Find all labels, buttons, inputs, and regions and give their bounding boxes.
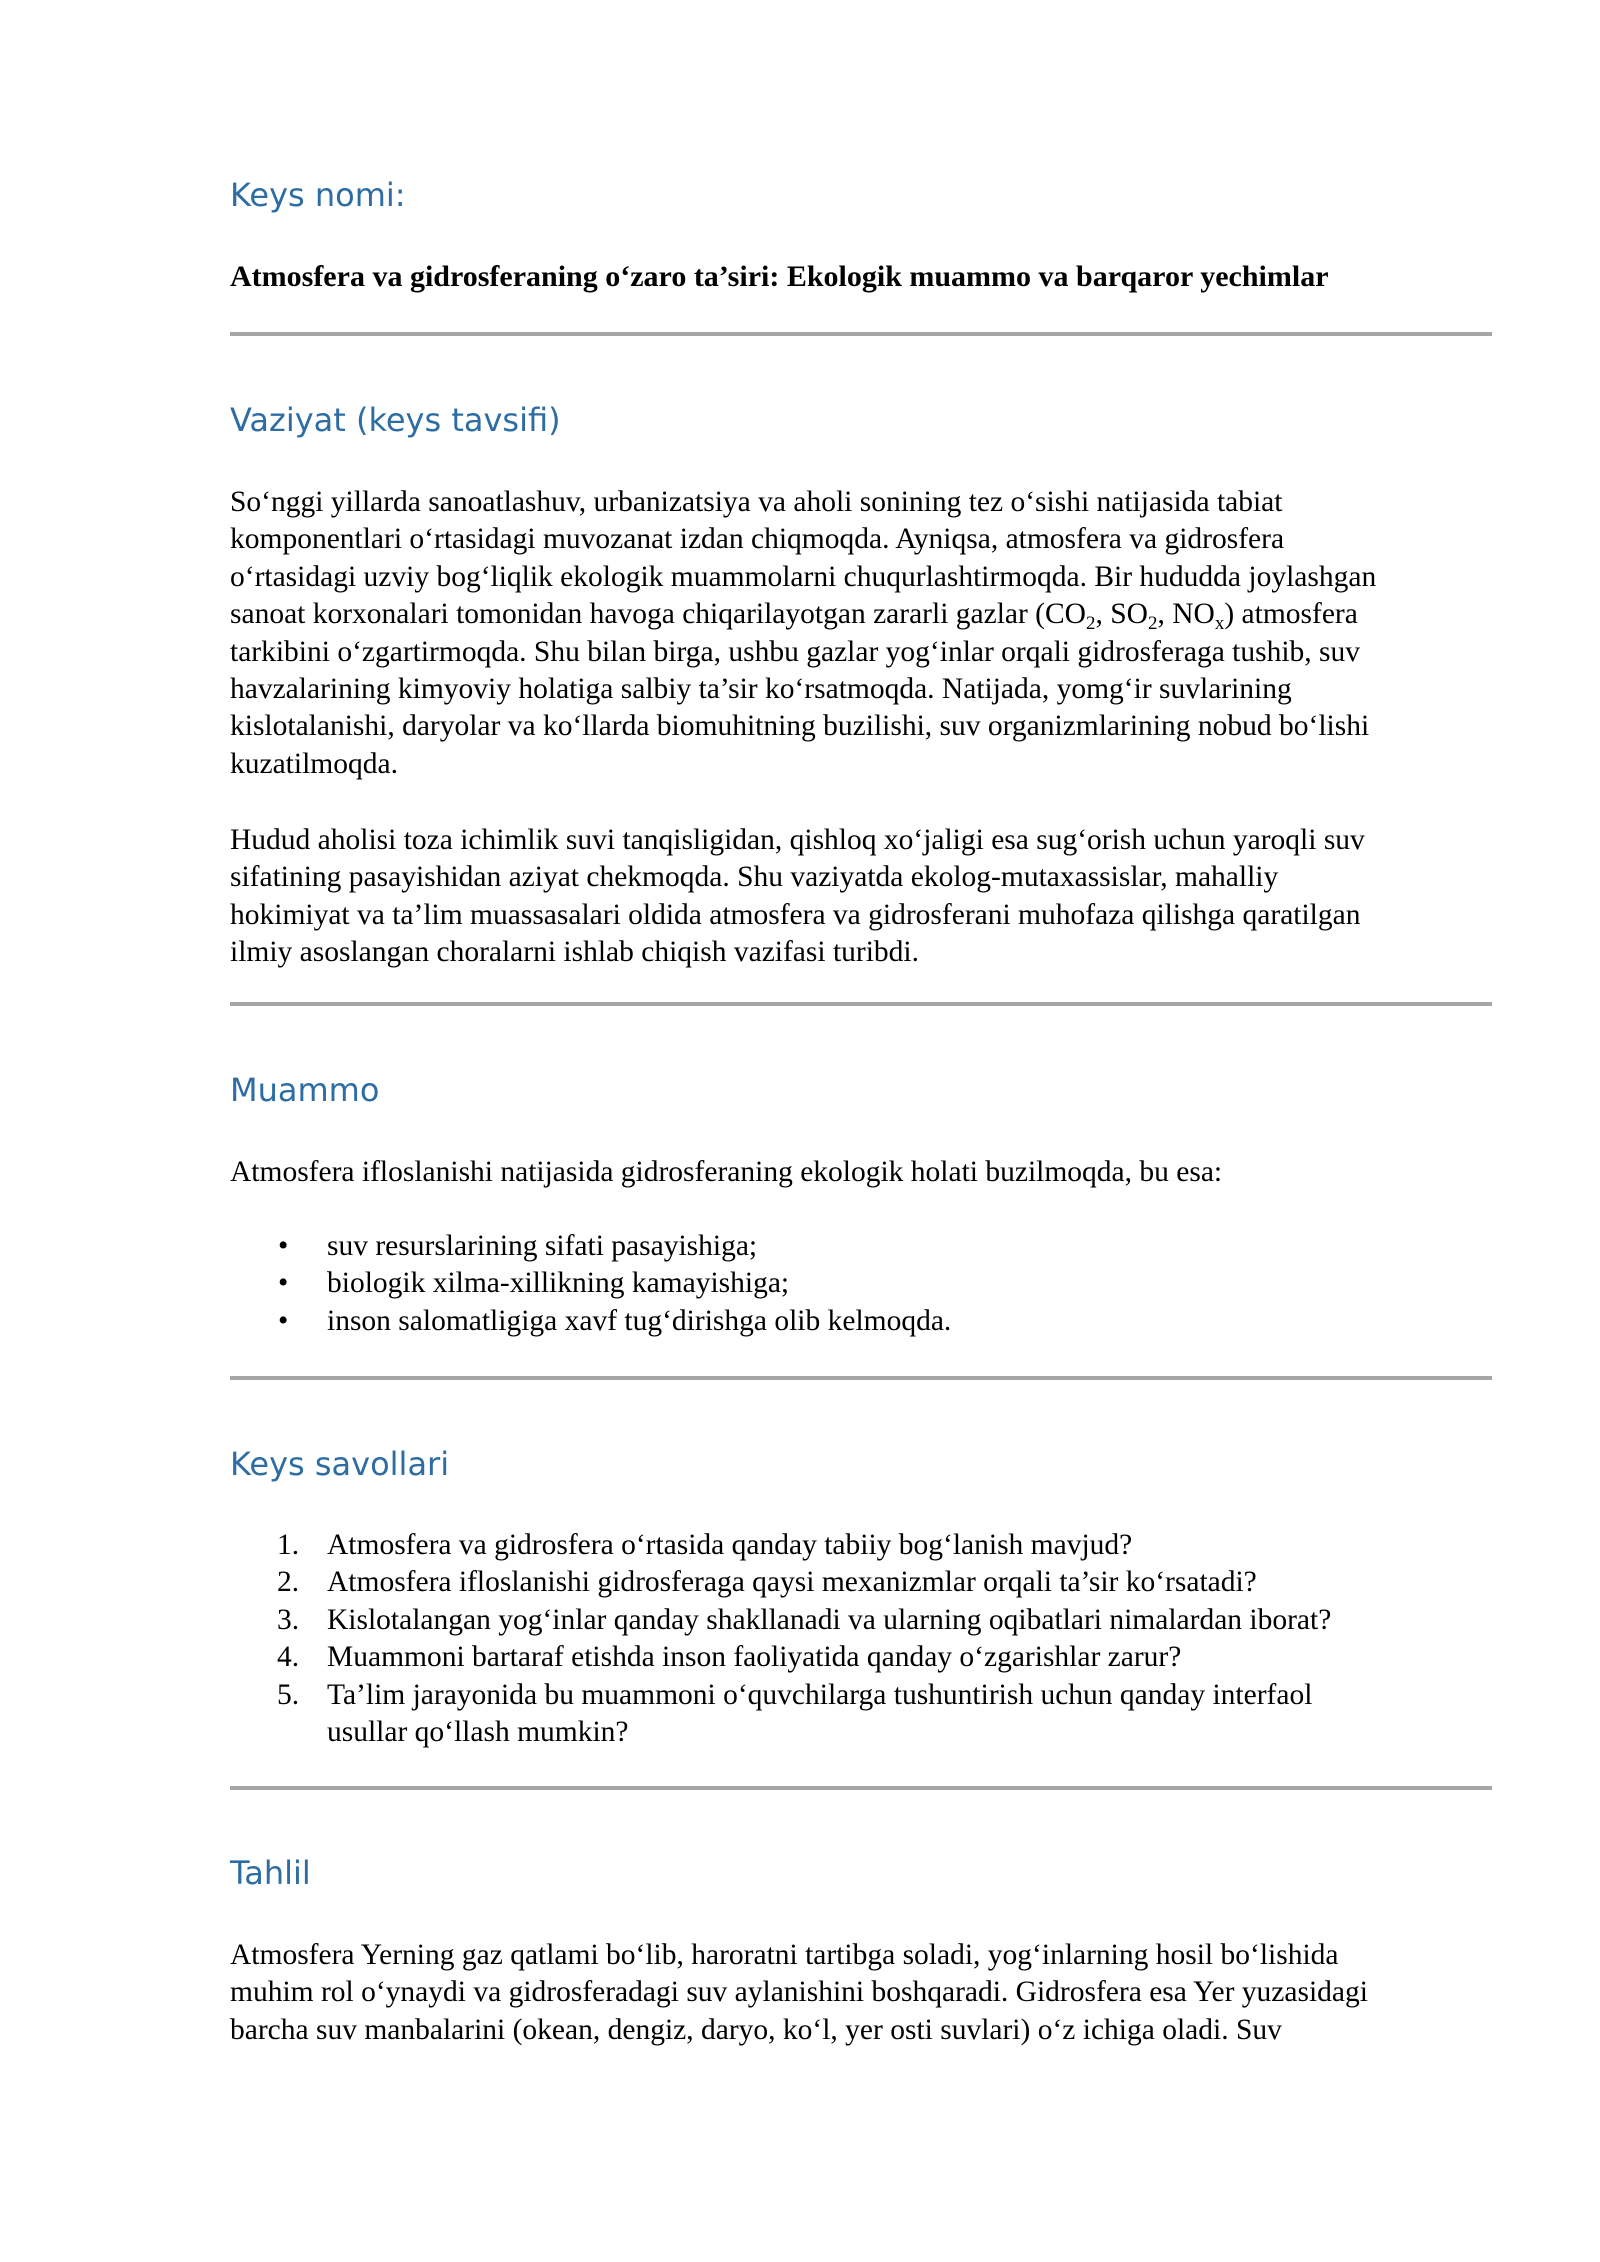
text-fragment: sanoat korxonalari tomonidan havoga chiqarilayotgan zararli gazlar (CO: [230, 598, 1086, 631]
text-fragment: , SO: [1095, 598, 1148, 631]
text-line: muhim rol o‘ynaydi va gidrosferadagi suv aylanishini boshqaradi. Gidrosfera esa Yer yuzasidagi: [230, 1976, 1368, 2009]
case-title: Atmosfera va gidrosferaning o‘zaro ta’siri: Ekologik muammo va barqaror yechimlar: [230, 260, 1329, 293]
section-divider: [230, 332, 1492, 336]
list-number: 5.: [277, 1678, 300, 1711]
text-line: hokimiyat va ta’lim muassasalari oldida atmosfera va gidrosferani muhofaza qilishga qaratilgan: [230, 898, 1361, 931]
analysis-heading: Tahlil: [230, 1854, 311, 1892]
list-number: 4.: [277, 1641, 300, 1674]
situation-heading: Vaziyat (keys tavsifi): [230, 401, 561, 439]
list-item: [230, 1527, 1492, 1564]
list-item-text: inson salomatligiga xavf tug‘dirishga olib kelmoqda.: [327, 1304, 952, 1337]
list-number: 1.: [277, 1529, 300, 1561]
list-item-text: Muammoni bartaraf etishda inson faoliyatida qanday o‘zgarishlar zarur?: [327, 1641, 1182, 1674]
list-item-text: Ta’lim jarayonida bu muammoni o‘quvchilarga tushuntirish uchun qanday interfaol: [327, 1678, 1313, 1711]
questions-list: [230, 1527, 1492, 1751]
bullet-icon: •: [278, 1230, 289, 1262]
list-item: [230, 1677, 1492, 1752]
text-line: barcha suv manbalarini (okean, dengiz, daryo, ko‘l, yer osti suvlari) o‘z ichiga oladi. Suv: [230, 2013, 1282, 2046]
list-item-text: Atmosfera va gidrosfera o‘rtasida qanday tabiiy bog‘lanish mavjud?: [327, 1529, 1133, 1561]
text-line: Atmosfera Yerning gaz qatlami bo‘lib, haroratni tartibga soladi, yog‘inlarning hosil bo‘lishida: [230, 1939, 1339, 1971]
section-divider: [230, 1002, 1492, 1006]
text-line: So‘nggi yillarda sanoatlashuv, urbanizatsiya va aholi sonining tez o‘sishi natijasida tabiat: [230, 486, 1283, 518]
text-line: Hudud aholisi toza ichimlik suvi tanqisligidan, qishloq xo‘jaligi esa sug‘orish uchun yaroqli suv: [230, 824, 1365, 856]
text-line: kuzatilmoqda.: [230, 747, 398, 780]
list-item: [230, 1228, 1492, 1265]
list-item: [230, 1602, 1492, 1639]
text-fragment: ) atmosfera: [1224, 598, 1358, 631]
list-number: 3.: [277, 1603, 300, 1636]
text-line: kislotalanishi, daryolar va ko‘llarda biomuhitning buzilishi, suv organizmlarining nobud bo‘lishi: [230, 710, 1370, 743]
list-item-text: biologik xilma-xillikning kamayishiga;: [327, 1267, 790, 1300]
text-line: sifatining pasayishidan aziyat chekmoqda. Shu vaziyatda ekolog-mutaxassislar, mahalliy: [230, 861, 1279, 894]
problem-heading: Muammo: [230, 1071, 380, 1109]
subscript: 2: [1086, 613, 1096, 635]
text-line: havzalarining kimyoviy holatiga salbiy ta’sir ko‘rsatmoqda. Natijada, yomg‘ir suvlarining: [230, 673, 1292, 706]
list-item: [230, 1639, 1492, 1676]
list-item: [230, 1564, 1492, 1601]
list-item-text: Atmosfera ifloslanishi gidrosferaga qaysi mexanizmlar orqali ta’sir ko‘rsatadi?: [327, 1566, 1257, 1599]
text-line: ilmiy asoslangan choralarni ishlab chiqish vazifasi turibdi.: [230, 936, 919, 969]
section-divider: [230, 1376, 1492, 1380]
bullet-icon: •: [278, 1267, 289, 1300]
questions-heading: Keys savollari: [230, 1445, 450, 1483]
text-line: komponentlari o‘rtasidagi muvozanat izdan chiqmoqda. Ayniqsa, atmosfera va gidrosfera: [230, 523, 1285, 556]
list-item-text: suv resurslarining sifati pasayishiga;: [327, 1230, 758, 1262]
list-item-text-continued: usullar qo‘llash mumkin?: [327, 1716, 629, 1749]
bullet-icon: •: [278, 1304, 289, 1337]
text-line: tarkibini o‘zgartirmoqda. Shu bilan birga, ushbu gazlar yog‘inlar orqali gidrosferaga tushib, suv: [230, 635, 1361, 668]
text-fragment: , NO: [1157, 598, 1215, 631]
analysis-paragraph: [230, 1937, 1492, 2049]
text-line: o‘rtasidagi uzviy bog‘liqlik ekologik muammolarni chuqurlashtirmoqda. Bir hududda joylashgan: [230, 560, 1377, 593]
problem-list: [230, 1228, 1492, 1340]
text-line-with-formulas: [230, 596, 1492, 633]
list-item: [230, 1303, 1492, 1340]
situation-paragraph-1: [230, 484, 1492, 783]
list-number: 2.: [277, 1566, 300, 1599]
subscript: 2: [1147, 613, 1158, 635]
case-name-heading: Keys nomi:: [230, 176, 406, 214]
problem-intro: Atmosfera ifloslanishi natijasida gidrosferaning ekologik holati buzilmoqda, bu esa:: [230, 1156, 1223, 1188]
situation-paragraph-2: [230, 822, 1492, 972]
list-item: [230, 1265, 1492, 1302]
list-item-text: Kislotalangan yog‘inlar qanday shakllanadi va ularning oqibatlari nimalardan iborat?: [327, 1603, 1332, 1636]
subscript: x: [1214, 613, 1225, 635]
section-divider: [230, 1786, 1492, 1790]
